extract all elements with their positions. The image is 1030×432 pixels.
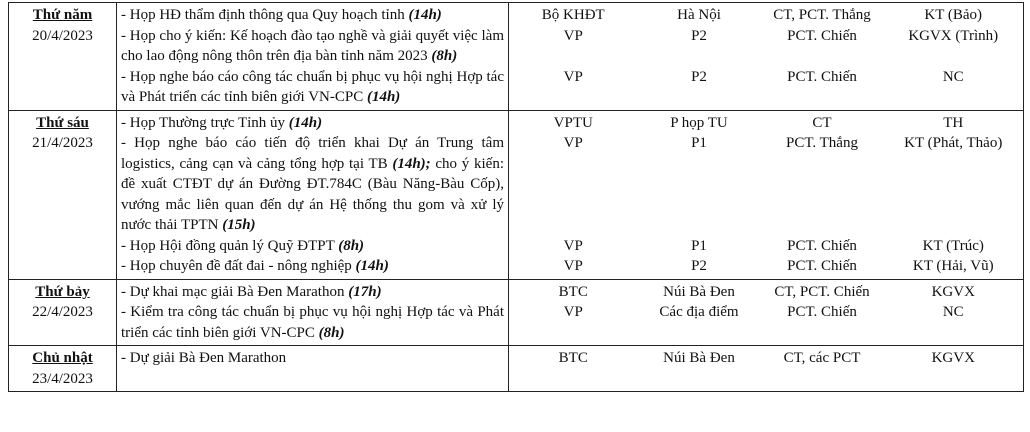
meeting-time: (14h) bbox=[366, 89, 401, 105]
place-cell: Núi Bà Đen bbox=[638, 279, 761, 302]
day-cell bbox=[9, 3, 117, 111]
host-cell: VP bbox=[563, 237, 583, 254]
place-cell: P2 bbox=[691, 27, 707, 44]
place-cell: P2 bbox=[691, 258, 707, 274]
host-cell: VP bbox=[563, 135, 583, 151]
meeting-content: - Kiểm tra công tác chuẩn bị phục vụ hội nghị Hợp tác và Phát triển các tỉnh biên giới VN-CPC (8h) bbox=[117, 302, 509, 346]
day-date: 21/4/2023 bbox=[32, 135, 93, 151]
prep-cell: KT (Trúc) bbox=[884, 236, 1024, 257]
meeting-time: (14h); bbox=[392, 155, 431, 172]
place-cell: Các địa điểm bbox=[659, 304, 739, 320]
day-name: Thứ năm bbox=[32, 7, 93, 23]
lead-cell: PCT. Chiến bbox=[787, 68, 857, 85]
meeting-content: - Dự giải Bà Đen Marathon bbox=[117, 346, 509, 392]
day-date: 20/4/2023 bbox=[32, 27, 93, 44]
lead-cell: PCT. Chiến bbox=[787, 258, 857, 274]
schedule-row bbox=[9, 26, 1024, 67]
prep-cell: KT (Hải, Vũ) bbox=[884, 256, 1024, 279]
host-cell: VP bbox=[563, 258, 583, 274]
lead-cell: PCT. Chiến bbox=[787, 304, 857, 320]
meeting-content: - Họp Thường trực Tỉnh ủy (14h) bbox=[117, 110, 509, 133]
meeting-content: - Họp cho ý kiến: Kế hoạch đào tạo nghề và giải quyết việc làm cho lao động nông thôn trên địa bàn tỉnh năm 2023 (8h) bbox=[117, 26, 509, 67]
host-cell: VP bbox=[563, 27, 583, 44]
prep-cell: KT (Bảo) bbox=[884, 3, 1024, 26]
meeting-time: (15h) bbox=[222, 217, 256, 233]
lead-cell: PCT. Thắng bbox=[786, 135, 858, 151]
day-date: 22/4/2023 bbox=[32, 304, 93, 320]
schedule-row bbox=[9, 67, 1024, 111]
host-cell: VP bbox=[563, 304, 583, 320]
host-cell: Bộ KHĐT bbox=[509, 3, 638, 26]
meeting-content: - Họp Hội đồng quản lý Quỹ ĐTPT (8h) bbox=[117, 236, 509, 257]
lead-cell: CT, PCT. Thắng bbox=[761, 3, 884, 26]
meeting-content: - Họp HĐ thẩm định thông qua Quy hoạch tỉnh (14h) bbox=[117, 3, 509, 26]
schedule-row bbox=[9, 256, 1024, 279]
meeting-content: - Dự khai mạc giải Bà Đen Marathon (17h) bbox=[117, 279, 509, 302]
day-name: Thứ sáu bbox=[36, 114, 89, 131]
host-cell: BTC bbox=[509, 346, 638, 392]
lead-cell: CT bbox=[761, 110, 884, 133]
day-name: Thứ bảy bbox=[35, 283, 90, 300]
host-cell: BTC bbox=[509, 279, 638, 302]
day-cell bbox=[9, 110, 117, 279]
lead-cell: CT, các PCT bbox=[761, 346, 884, 392]
meeting-time: (17h) bbox=[348, 283, 382, 300]
meeting-time: (14h) bbox=[288, 114, 323, 131]
prep-cell: TH bbox=[884, 110, 1024, 133]
place-cell: P họp TU bbox=[638, 110, 761, 133]
meeting-content: - Họp nghe báo cáo công tác chuẩn bị phục vụ hội nghị Hợp tác và Phát triển các tỉnh biên giới VN-CPC (14h) bbox=[117, 67, 509, 111]
prep-cell: KGVX bbox=[884, 346, 1024, 392]
place-cell: P1 bbox=[691, 237, 707, 254]
meeting-time: (8h) bbox=[338, 237, 365, 254]
meeting-content: - Họp chuyên đề đất đai - nông nghiệp (14h) bbox=[117, 256, 509, 279]
place-cell: Núi Bà Đen bbox=[638, 346, 761, 392]
prep-cell: NC bbox=[884, 302, 1024, 346]
schedule-table bbox=[8, 2, 1024, 392]
host-cell: VP bbox=[563, 68, 583, 85]
day-cell bbox=[9, 346, 117, 392]
lead-cell: PCT. Chiến bbox=[787, 237, 857, 254]
place-cell: P1 bbox=[691, 135, 707, 151]
schedule-row bbox=[9, 3, 1024, 26]
schedule-row bbox=[9, 346, 1024, 392]
host-cell: VPTU bbox=[509, 110, 638, 133]
meeting-time: (8h) bbox=[318, 324, 345, 341]
schedule-row bbox=[9, 279, 1024, 302]
place-cell: Hà Nội bbox=[638, 3, 761, 26]
schedule-row bbox=[9, 110, 1024, 133]
place-cell: P2 bbox=[691, 68, 707, 85]
prep-cell: KT (Phát, Thảo) bbox=[884, 133, 1024, 236]
meeting-time: (14h) bbox=[408, 7, 442, 23]
prep-cell: NC bbox=[884, 67, 1024, 111]
schedule-row bbox=[9, 236, 1024, 257]
day-name: Chủ nhật bbox=[32, 350, 93, 366]
lead-cell: PCT. Chiến bbox=[787, 27, 857, 44]
meeting-time: (8h) bbox=[431, 48, 458, 64]
meeting-time: (14h) bbox=[355, 258, 389, 274]
schedule-row bbox=[9, 133, 1024, 236]
schedule-row bbox=[9, 302, 1024, 346]
lead-cell: CT, PCT. Chiến bbox=[761, 279, 884, 302]
prep-cell: KGVX bbox=[884, 279, 1024, 302]
day-date: 23/4/2023 bbox=[32, 370, 93, 387]
meeting-content: - Họp nghe báo cáo tiến độ triển khai Dự án Trung tâm logistics, cảng cạn và cảng tổng hợp tại TB (14h); cho ý kiến: đề xuất CTĐT dự án Đường ĐT.784C (Bàu Năng-Bàu Cốp), vướng mắc liên quan đến dự án Hệ thống thu gom và xử lý nước thải TPTN (15h) bbox=[117, 133, 509, 236]
prep-cell: KGVX (Trình) bbox=[884, 26, 1024, 67]
day-cell bbox=[9, 279, 117, 346]
